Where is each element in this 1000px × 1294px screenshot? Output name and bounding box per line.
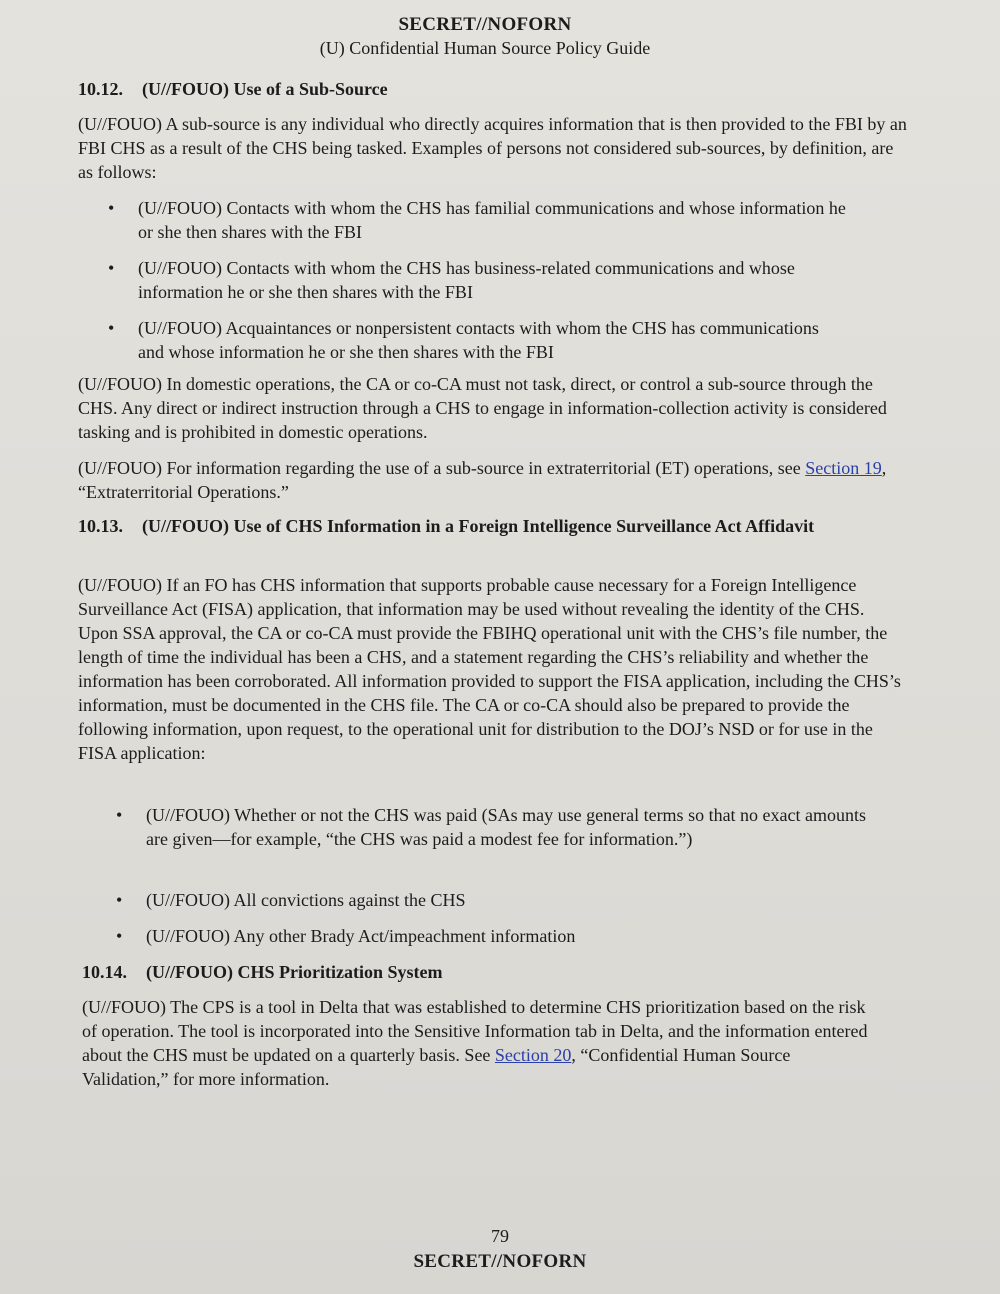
section-title: (U//FOUO) Use of CHS Information in a Foreign Intelligence Surveillance Act Affidavit xyxy=(142,516,815,536)
bullet-text: (U//FOUO) Acquaintances or nonpersistent contacts with whom the CHS has communications and whose information he or she then shares with the FBI xyxy=(138,318,819,362)
bullet-text: (U//FOUO) Any other Brady Act/impeachment information xyxy=(146,926,576,946)
section-number: 10.13. xyxy=(78,516,123,536)
bullet-text: (U//FOUO) Whether or not the CHS was paid (SAs may use general terms so that no exact amounts are given—for example, “the CHS was paid a modest fee for information.”) xyxy=(146,805,867,849)
section-number: 10.12. xyxy=(78,79,123,99)
section-10-12-para-extraterritorial xyxy=(78,456,908,504)
bullet-dot: • xyxy=(116,926,123,946)
bullet-item xyxy=(108,316,828,364)
bullet-dot: • xyxy=(108,258,115,278)
section-number: 10.14. xyxy=(82,962,127,982)
para-text: (U//FOUO) For information regarding the use of a sub-source in extraterritorial (ET) operations, see xyxy=(78,458,806,478)
bullet-text: (U//FOUO) Contacts with whom the CHS has familial communications and whose information he or she then shares with the FBI xyxy=(138,198,846,242)
bullet-dot: • xyxy=(116,805,123,825)
bullet-dot: • xyxy=(108,318,115,338)
bullet-item xyxy=(116,803,876,851)
bullet-item xyxy=(116,888,876,912)
bullet-item xyxy=(108,256,868,304)
header-title: (U) Confidential Human Source Policy Guide xyxy=(319,38,651,58)
bullet-item xyxy=(116,924,876,948)
bullet-text: (U//FOUO) Contacts with whom the CHS has business-related communications and whose information he or she then shares with the FBI xyxy=(138,258,795,302)
section-10-14-para xyxy=(82,995,872,1091)
para-text: , “Extraterritorial Operations.” xyxy=(78,458,887,502)
para-text: (U//FOUO) The CPS is a tool in Delta that was established to determine CHS prioritization based on the risk of operation. The tool is incorporated into the Sensitive Information tab in Delta, and the information entered about the CHS must be updated on a quarterly basis. See xyxy=(82,997,868,1065)
section-10-12-para-domestic: (U//FOUO) In domestic operations, the CA or co-CA must not task, direct, or control a sub-source through the CHS. Any direct or indirect instruction through a CHS to engage in information-collection activity is considered tasking and is prohibited in domestic operations. xyxy=(78,374,887,442)
bullet-dot: • xyxy=(116,890,123,910)
header-classification: SECRET//NOFORN xyxy=(398,14,572,35)
section-20-link[interactable]: Section 20 xyxy=(494,1045,572,1065)
section-title: (U//FOUO) Use of a Sub-Source xyxy=(142,79,388,99)
page-number: 79 xyxy=(491,1226,509,1246)
bullet-item xyxy=(108,196,858,244)
section-10-12-intro: (U//FOUO) A sub-source is any individual who directly acquires information that is then provided to the FBI by an FBI CHS as a result of the CHS being tasked. Examples of persons not considered sub-sources, by definition, are as follows: xyxy=(78,114,907,182)
section-10-13-para: (U//FOUO) If an FO has CHS information that supports probable cause necessary for a Foreign Intelligence Surveillance Act (FISA) application, that information may be used without revealing the identity of the CHS. Upon SSA approval, the CA or co-CA must provide the FBIHQ operational unit with the CHS’s file number, the length of time the individual has been a CHS, and a statement regarding the CHS’s reliability and whether the information has been corroborated. All information provided to support the FISA application, including the CHS’s information, must be documented in the CHS file. The CA or co-CA should also be prepared to provide the following information, upon request, to the operational unit for distribution to the DOJ’s NSD or for use in the FISA application: xyxy=(78,575,901,763)
footer-classification: SECRET//NOFORN xyxy=(413,1251,587,1272)
section-10-13-heading xyxy=(78,514,928,538)
para-text: , “Confidential Human Source Validation,” for more information. xyxy=(82,1045,791,1089)
bullet-dot: • xyxy=(108,198,115,218)
section-10-12-heading xyxy=(78,77,928,101)
section-10-14-heading xyxy=(82,960,932,984)
section-19-link[interactable]: Section 19 xyxy=(805,458,882,478)
section-title: (U//FOUO) CHS Prioritization System xyxy=(146,962,443,982)
bullet-text: (U//FOUO) All convictions against the CHS xyxy=(146,890,466,910)
